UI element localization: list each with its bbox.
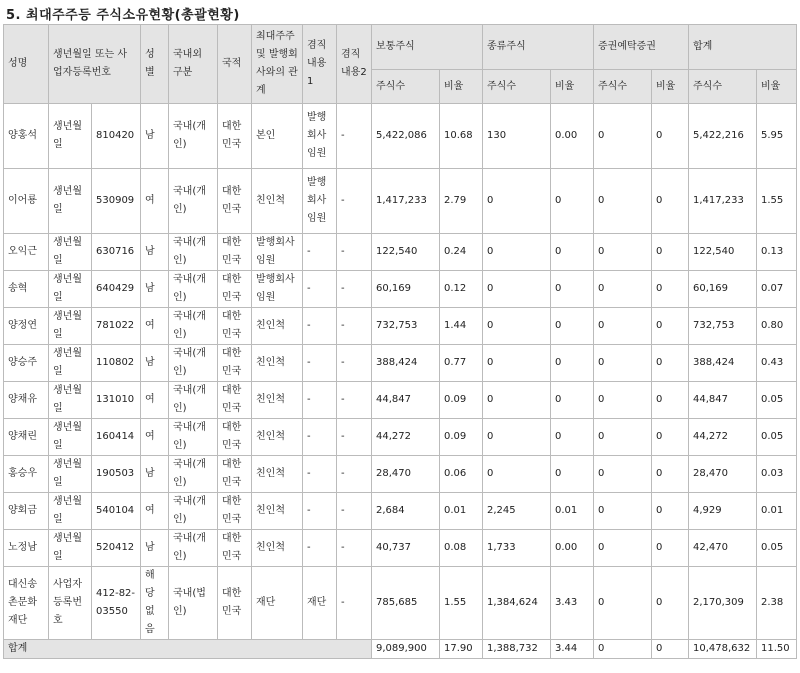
cell-common-shares: 44,272 [372, 419, 440, 456]
cell-id: 540104 [92, 493, 141, 530]
cell-relation: 친인척 [252, 169, 303, 234]
cell-common-shares: 388,424 [372, 345, 440, 382]
shareholder-table [3, 24, 797, 659]
cell-job2: - [337, 382, 372, 419]
totals-common-ratio: 17.90 [440, 640, 483, 659]
cell-common-shares: 732,753 [372, 308, 440, 345]
cell-preferred-ratio: 0 [551, 456, 594, 493]
cell-domestic: 국내(개인) [169, 530, 218, 567]
table-row [4, 104, 797, 169]
cell-job2: - [337, 104, 372, 169]
cell-common-shares: 1,417,233 [372, 169, 440, 234]
table-row [4, 382, 797, 419]
cell-gender: 남 [141, 456, 169, 493]
cell-depository-ratio: 0 [652, 308, 689, 345]
cell-total-shares: 1,417,233 [689, 169, 757, 234]
cell-id-type: 생년월일 [49, 308, 92, 345]
cell-gender: 남 [141, 104, 169, 169]
cell-depository-ratio: 0 [652, 234, 689, 271]
cell-gender: 남 [141, 345, 169, 382]
cell-domestic: 국내(개인) [169, 234, 218, 271]
cell-id-type: 사업자등록번호 [49, 567, 92, 640]
table-row [4, 567, 797, 640]
cell-depository-ratio: 0 [652, 567, 689, 640]
table-row [4, 169, 797, 234]
cell-common-ratio: 0.01 [440, 493, 483, 530]
cell-total-shares: 5,422,216 [689, 104, 757, 169]
cell-name: 이어룡 [4, 169, 49, 234]
totals-label: 합계 [4, 640, 372, 659]
cell-depository-ratio: 0 [652, 271, 689, 308]
cell-depository-shares: 0 [594, 382, 652, 419]
cell-relation: 재단 [252, 567, 303, 640]
cell-total-shares: 388,424 [689, 345, 757, 382]
cell-common-shares: 40,737 [372, 530, 440, 567]
totals-total-ratio: 11.50 [757, 640, 797, 659]
cell-common-shares: 28,470 [372, 456, 440, 493]
cell-job2: - [337, 456, 372, 493]
cell-relation: 친인척 [252, 308, 303, 345]
totals-depository-shares: 0 [594, 640, 652, 659]
totals-preferred-ratio: 3.44 [551, 640, 594, 659]
cell-common-ratio: 0.09 [440, 382, 483, 419]
cell-name: 양회금 [4, 493, 49, 530]
cell-domestic: 국내(개인) [169, 308, 218, 345]
cell-common-ratio: 10.68 [440, 104, 483, 169]
cell-total-shares: 122,540 [689, 234, 757, 271]
cell-depository-ratio: 0 [652, 456, 689, 493]
header-preferred-shares: 주식수 [483, 70, 551, 104]
cell-total-shares: 732,753 [689, 308, 757, 345]
cell-gender: 여 [141, 419, 169, 456]
table-row [4, 308, 797, 345]
cell-job1: - [303, 234, 337, 271]
cell-id: 412-82-03550 [92, 567, 141, 640]
cell-job1: - [303, 308, 337, 345]
cell-common-shares: 2,684 [372, 493, 440, 530]
cell-domestic: 국내(개인) [169, 271, 218, 308]
cell-total-ratio: 0.07 [757, 271, 797, 308]
cell-gender: 여 [141, 169, 169, 234]
cell-id: 630716 [92, 234, 141, 271]
cell-preferred-ratio: 0 [551, 234, 594, 271]
cell-nationality: 대한민국 [218, 419, 252, 456]
cell-preferred-ratio: 0.00 [551, 530, 594, 567]
cell-depository-shares: 0 [594, 271, 652, 308]
cell-domestic: 국내(개인) [169, 493, 218, 530]
cell-total-ratio: 0.01 [757, 493, 797, 530]
cell-job2: - [337, 234, 372, 271]
cell-preferred-shares: 0 [483, 382, 551, 419]
header-domestic: 국내외 구분 [169, 25, 218, 104]
table-row [4, 345, 797, 382]
cell-common-ratio: 0.24 [440, 234, 483, 271]
header-depository-shares: 주식수 [594, 70, 652, 104]
cell-gender: 여 [141, 308, 169, 345]
cell-id: 781022 [92, 308, 141, 345]
cell-relation: 친인척 [252, 530, 303, 567]
cell-domestic: 국내(개인) [169, 104, 218, 169]
cell-nationality: 대한민국 [218, 382, 252, 419]
cell-preferred-ratio: 0 [551, 271, 594, 308]
cell-depository-ratio: 0 [652, 169, 689, 234]
totals-row [4, 640, 797, 659]
cell-depository-ratio: 0 [652, 530, 689, 567]
cell-name: 양채린 [4, 419, 49, 456]
section-title: 5. 최대주주등 주식소유현황(총괄현황) [6, 8, 240, 23]
cell-common-ratio: 1.44 [440, 308, 483, 345]
cell-name: 오익근 [4, 234, 49, 271]
cell-common-ratio: 0.06 [440, 456, 483, 493]
table-row [4, 234, 797, 271]
cell-preferred-shares: 0 [483, 169, 551, 234]
cell-id: 160414 [92, 419, 141, 456]
header-gender: 성별 [141, 25, 169, 104]
cell-depository-shares: 0 [594, 234, 652, 271]
header-nationality: 국적 [218, 25, 252, 104]
cell-total-ratio: 0.05 [757, 419, 797, 456]
cell-total-shares: 44,847 [689, 382, 757, 419]
cell-job1: - [303, 530, 337, 567]
cell-nationality: 대한민국 [218, 456, 252, 493]
cell-domestic: 국내(개인) [169, 419, 218, 456]
header-preferred-ratio: 비율 [551, 70, 594, 104]
cell-relation: 친인척 [252, 345, 303, 382]
cell-preferred-shares: 0 [483, 345, 551, 382]
cell-common-shares: 5,422,086 [372, 104, 440, 169]
cell-preferred-shares: 0 [483, 308, 551, 345]
cell-gender: 여 [141, 382, 169, 419]
header-job1: 겸직 내용1 [303, 25, 337, 104]
cell-domestic: 국내(개인) [169, 169, 218, 234]
cell-total-ratio: 0.05 [757, 382, 797, 419]
cell-common-shares: 122,540 [372, 234, 440, 271]
cell-preferred-shares: 0 [483, 234, 551, 271]
header-job2: 겸직 내용2 [337, 25, 372, 104]
cell-preferred-shares: 130 [483, 104, 551, 169]
cell-relation: 친인척 [252, 493, 303, 530]
cell-id-type: 생년월일 [49, 234, 92, 271]
cell-domestic: 국내(개인) [169, 345, 218, 382]
cell-common-shares: 785,685 [372, 567, 440, 640]
table-row [4, 530, 797, 567]
cell-id: 190503 [92, 456, 141, 493]
header-common-ratio: 비율 [440, 70, 483, 104]
table-row [4, 456, 797, 493]
cell-total-ratio: 0.80 [757, 308, 797, 345]
table-row [4, 271, 797, 308]
header-common-shares: 주식수 [372, 70, 440, 104]
header-common: 보통주식 [372, 25, 483, 70]
cell-domestic: 국내(개인) [169, 382, 218, 419]
cell-preferred-shares: 1,384,624 [483, 567, 551, 640]
cell-job1: 발행회사임원 [303, 169, 337, 234]
cell-preferred-ratio: 0 [551, 169, 594, 234]
cell-nationality: 대한민국 [218, 308, 252, 345]
cell-total-shares: 2,170,309 [689, 567, 757, 640]
cell-job1: - [303, 456, 337, 493]
cell-job1: 발행회사임원 [303, 104, 337, 169]
cell-id-type: 생년월일 [49, 530, 92, 567]
cell-id: 131010 [92, 382, 141, 419]
cell-common-shares: 60,169 [372, 271, 440, 308]
cell-total-ratio: 0.43 [757, 345, 797, 382]
cell-id-type: 생년월일 [49, 104, 92, 169]
cell-total-shares: 4,929 [689, 493, 757, 530]
cell-id-type: 생년월일 [49, 382, 92, 419]
totals-depository-ratio: 0 [652, 640, 689, 659]
cell-job1: - [303, 271, 337, 308]
cell-job2: - [337, 169, 372, 234]
cell-job1: 재단 [303, 567, 337, 640]
cell-relation: 발행회사 임원 [252, 271, 303, 308]
cell-id: 520412 [92, 530, 141, 567]
cell-gender: 여 [141, 493, 169, 530]
cell-id-type: 생년월일 [49, 493, 92, 530]
cell-preferred-ratio: 0 [551, 308, 594, 345]
cell-job1: - [303, 493, 337, 530]
cell-depository-ratio: 0 [652, 382, 689, 419]
cell-name: 송혁 [4, 271, 49, 308]
cell-preferred-ratio: 0.01 [551, 493, 594, 530]
cell-domestic: 국내(법인) [169, 567, 218, 640]
cell-job2: - [337, 530, 372, 567]
cell-total-ratio: 5.95 [757, 104, 797, 169]
cell-name: 홍승우 [4, 456, 49, 493]
cell-domestic: 국내(개인) [169, 456, 218, 493]
cell-nationality: 대한민국 [218, 345, 252, 382]
cell-preferred-shares: 0 [483, 271, 551, 308]
cell-relation: 본인 [252, 104, 303, 169]
cell-depository-shares: 0 [594, 567, 652, 640]
cell-nationality: 대한민국 [218, 567, 252, 640]
cell-job2: - [337, 345, 372, 382]
cell-preferred-shares: 2,245 [483, 493, 551, 530]
cell-gender: 남 [141, 271, 169, 308]
cell-relation: 친인척 [252, 382, 303, 419]
cell-common-ratio: 0.77 [440, 345, 483, 382]
cell-preferred-ratio: 0 [551, 345, 594, 382]
cell-total-ratio: 2.38 [757, 567, 797, 640]
cell-id: 810420 [92, 104, 141, 169]
header-id: 생년월일 또는 사업자등록번호 [49, 25, 141, 104]
cell-depository-shares: 0 [594, 456, 652, 493]
header-total: 합계 [689, 25, 797, 70]
cell-name: 양채유 [4, 382, 49, 419]
cell-job1: - [303, 382, 337, 419]
cell-id-type: 생년월일 [49, 419, 92, 456]
cell-preferred-ratio: 0.00 [551, 104, 594, 169]
totals-common-shares: 9,089,900 [372, 640, 440, 659]
cell-depository-ratio: 0 [652, 419, 689, 456]
header-preferred: 종류주식 [483, 25, 594, 70]
cell-job2: - [337, 493, 372, 530]
cell-name: 노정남 [4, 530, 49, 567]
cell-name: 대신송촌문화재단 [4, 567, 49, 640]
cell-total-ratio: 0.13 [757, 234, 797, 271]
cell-depository-shares: 0 [594, 530, 652, 567]
cell-common-ratio: 2.79 [440, 169, 483, 234]
cell-id-type: 생년월일 [49, 169, 92, 234]
header-total-shares: 주식수 [689, 70, 757, 104]
cell-gender: 해당없음 [141, 567, 169, 640]
cell-job2: - [337, 308, 372, 345]
cell-total-ratio: 0.05 [757, 530, 797, 567]
cell-depository-shares: 0 [594, 169, 652, 234]
cell-name: 양홍석 [4, 104, 49, 169]
cell-depository-shares: 0 [594, 345, 652, 382]
cell-total-ratio: 1.55 [757, 169, 797, 234]
cell-preferred-shares: 0 [483, 456, 551, 493]
cell-relation: 친인척 [252, 456, 303, 493]
cell-preferred-ratio: 0 [551, 419, 594, 456]
cell-total-ratio: 0.03 [757, 456, 797, 493]
cell-job2: - [337, 419, 372, 456]
cell-preferred-shares: 1,733 [483, 530, 551, 567]
cell-gender: 남 [141, 234, 169, 271]
header-depository: 증권예탁증권 [594, 25, 689, 70]
cell-total-shares: 42,470 [689, 530, 757, 567]
cell-id: 530909 [92, 169, 141, 234]
cell-name: 양정연 [4, 308, 49, 345]
table-row [4, 493, 797, 530]
header-total-ratio: 비율 [757, 70, 797, 104]
cell-id: 110802 [92, 345, 141, 382]
cell-depository-ratio: 0 [652, 493, 689, 530]
cell-depository-ratio: 0 [652, 104, 689, 169]
cell-total-shares: 44,272 [689, 419, 757, 456]
cell-nationality: 대한민국 [218, 234, 252, 271]
header-name: 성명 [4, 25, 49, 104]
cell-id-type: 생년월일 [49, 456, 92, 493]
cell-nationality: 대한민국 [218, 493, 252, 530]
cell-preferred-shares: 0 [483, 419, 551, 456]
cell-name: 양승주 [4, 345, 49, 382]
cell-job2: - [337, 271, 372, 308]
cell-job2: - [337, 567, 372, 640]
cell-depository-shares: 0 [594, 419, 652, 456]
cell-job1: - [303, 345, 337, 382]
cell-depository-shares: 0 [594, 104, 652, 169]
totals-preferred-shares: 1,388,732 [483, 640, 551, 659]
cell-nationality: 대한민국 [218, 530, 252, 567]
header-depository-ratio: 비율 [652, 70, 689, 104]
cell-nationality: 대한민국 [218, 271, 252, 308]
cell-preferred-ratio: 3.43 [551, 567, 594, 640]
table-row [4, 419, 797, 456]
cell-common-ratio: 0.08 [440, 530, 483, 567]
cell-total-shares: 28,470 [689, 456, 757, 493]
cell-id-type: 생년월일 [49, 271, 92, 308]
header-relation: 최대주주 및 발행회사와의 관계 [252, 25, 303, 104]
cell-common-shares: 44,847 [372, 382, 440, 419]
cell-common-ratio: 1.55 [440, 567, 483, 640]
cell-common-ratio: 0.09 [440, 419, 483, 456]
cell-relation: 발행회사 임원 [252, 234, 303, 271]
cell-relation: 친인척 [252, 419, 303, 456]
cell-preferred-ratio: 0 [551, 382, 594, 419]
cell-gender: 남 [141, 530, 169, 567]
cell-id: 640429 [92, 271, 141, 308]
cell-nationality: 대한민국 [218, 104, 252, 169]
cell-depository-shares: 0 [594, 308, 652, 345]
cell-depository-shares: 0 [594, 493, 652, 530]
cell-common-ratio: 0.12 [440, 271, 483, 308]
cell-id-type: 생년월일 [49, 345, 92, 382]
totals-total-shares: 10,478,632 [689, 640, 757, 659]
cell-total-shares: 60,169 [689, 271, 757, 308]
cell-nationality: 대한민국 [218, 169, 252, 234]
cell-job1: - [303, 419, 337, 456]
cell-depository-ratio: 0 [652, 345, 689, 382]
